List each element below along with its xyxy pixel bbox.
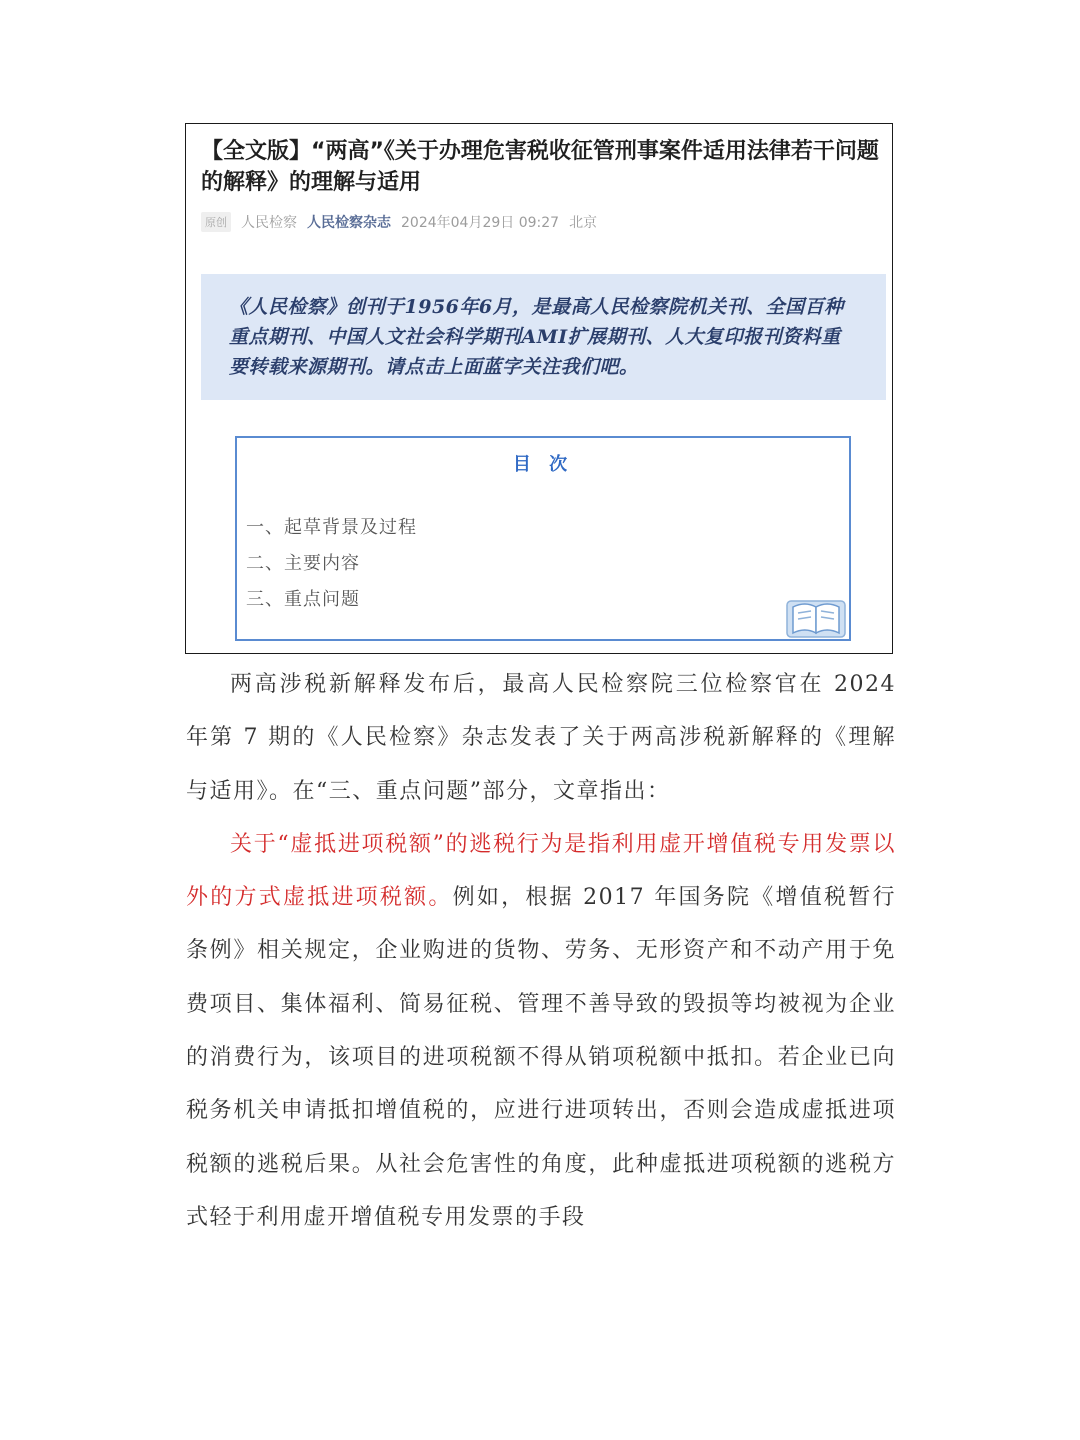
paragraph-text: 例如，根据 2017 年国务院《增值税暂行条例》相关规定，企业购进的货物、劳务、无形资产和不动产用于免费项目、集体福利、简易征税、管理不善导致的毁损等均被视为企业的消费行为，该项目的进项税额不得从销项税额中抵扣。若企业已向税务机关申请抵扣增值税的，应进行进项转出，否则会造成虚抵进项税额的逃税后果。从社会危害性的角度，此种虚抵进项税额的逃税方式轻于利用虚开增值税专用发票的手段	[186, 885, 896, 1230]
body-paragraph: 两高涉税新解释发布后，最高人民检察院三位检察官在 2024 年第 7 期的《人民检察》杂志发表了关于两高涉税新解释的《理解与适用》。在“三、重点问题”部分，文章指出：	[186, 672, 896, 804]
article-meta	[201, 212, 597, 232]
highlighted-text: 关于“虚抵进项税额”的逃税行为是指利用虚开增值税专用发票以外的方式虚抵进项税额。	[186, 831, 896, 911]
original-badge: 原创	[201, 212, 231, 232]
body-paragraph	[186, 818, 896, 1244]
article-title: 【全文版】“两高”《关于办理危害税收征管刑事案件适用法律若干问题的解释》的理解与适用	[201, 139, 879, 195]
author-name: 人民检察	[241, 215, 297, 231]
toc-item[interactable]: 二、主要内容	[246, 553, 360, 574]
open-book-icon	[785, 593, 847, 639]
article-screenshot	[185, 123, 893, 654]
intro-box: 《人民检察》创刊于1956年6月，是最高人民检察院机关刊、全国百种重点期刊、中国人文社会科学期刊AMI扩展期刊、人大复印报刊资料重要转载来源期刊。请点击上面蓝字关注我们吧。	[201, 274, 886, 400]
table-of-contents	[235, 436, 851, 641]
toc-item[interactable]: 一、起草背景及过程	[246, 517, 417, 538]
account-link[interactable]: 人民检察杂志	[307, 215, 391, 231]
publish-datetime: 2024年04月29日 09:27	[401, 215, 560, 231]
toc-item[interactable]: 三、重点问题	[246, 589, 360, 610]
article-body	[186, 658, 896, 1244]
toc-title: 目 次	[512, 454, 574, 475]
toc-list	[246, 510, 417, 618]
publish-location: 北京	[569, 215, 598, 231]
